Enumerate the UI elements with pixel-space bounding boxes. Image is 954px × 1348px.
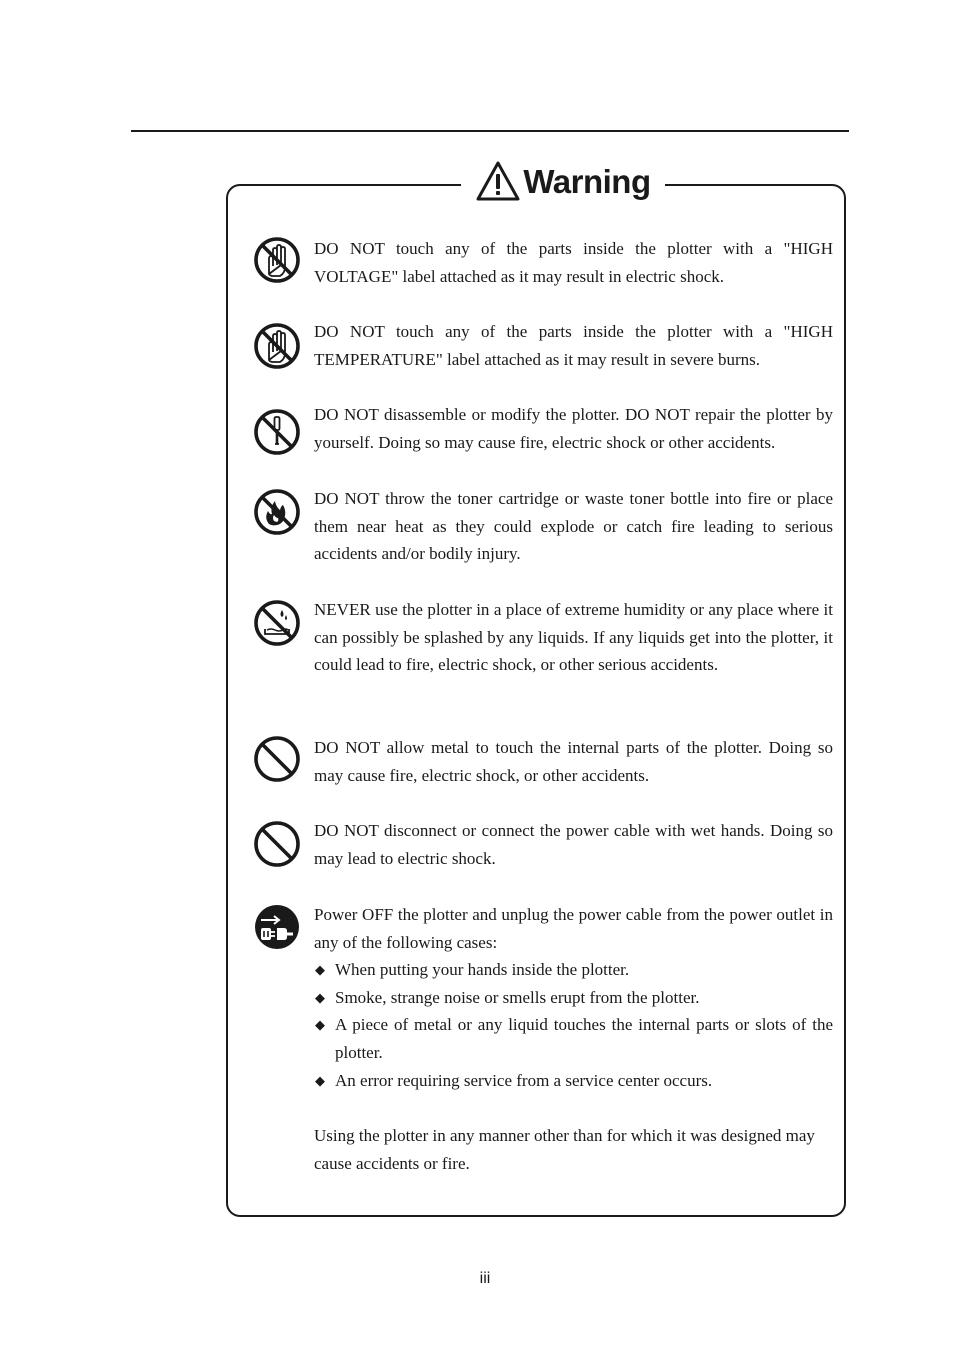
prohibited-icon xyxy=(253,820,301,868)
warning-title: Warning xyxy=(523,162,651,200)
unplug-cases-list xyxy=(314,956,833,1094)
no-fire-icon xyxy=(253,488,301,536)
warning-item-text: DO NOT touch any of the parts inside the plotter with a "HIGH VOLTAGE" label attached as it may result in electric shock. xyxy=(314,239,833,286)
diamond-bullet-icon: ◆ xyxy=(315,1017,325,1033)
unplug-icon xyxy=(253,903,301,951)
list-item: ◆ A piece of metal or any liquid touches the internal parts or slots of the plotter. xyxy=(314,1011,833,1066)
no-touch-hand-icon xyxy=(253,322,301,370)
warning-item-unplug xyxy=(314,901,833,1094)
warning-item-text: DO NOT disconnect or connect the power cable with wet hands. Doing so may lead to electric shock. xyxy=(314,821,833,868)
warning-item-text: NEVER use the plotter in a place of extreme humidity or any place where it can possibly be splashed by any liquids. If any liquids get into the plotter, it could lead to fire, electric shock, or other serious accidents. xyxy=(314,600,833,675)
list-item: ◆ When putting your hands inside the plotter. xyxy=(314,956,833,984)
no-disassembly-icon xyxy=(253,408,301,456)
warning-item-text: DO NOT disassemble or modify the plotter. DO NOT repair the plotter by yourself. Doing so may cause fire, electric shock or other accidents. xyxy=(314,405,833,452)
list-item: ◆ Smoke, strange noise or smells erupt from the plotter. xyxy=(314,984,833,1012)
warning-item-text: DO NOT throw the toner cartridge or waste toner bottle into fire or place them near heat as they could explode or catch fire leading to serious accidents and/or bodily injury. xyxy=(314,489,833,564)
closing-text: Using the plotter in any manner other than for which it was designed may cause accidents or fire. xyxy=(314,1126,815,1173)
no-liquid-icon xyxy=(253,599,301,647)
warning-item-text: Power OFF the plotter and unplug the power cable from the power outlet in any of the following cases: xyxy=(314,905,833,952)
diamond-bullet-icon: ◆ xyxy=(315,1072,325,1088)
list-item: ◆ An error requiring service from a service center occurs. xyxy=(314,1067,833,1095)
no-touch-hand-icon xyxy=(253,236,301,284)
top-rule xyxy=(131,130,849,132)
warning-item-text: DO NOT touch any of the parts inside the plotter with a "HIGH TEMPERATURE" label attached as it may result in severe burns. xyxy=(314,322,833,369)
prohibited-icon xyxy=(253,735,301,783)
page-number: iii xyxy=(479,1270,491,1287)
diamond-bullet-icon: ◆ xyxy=(315,962,325,978)
warning-header xyxy=(461,158,665,204)
warning-item-text: DO NOT allow metal to touch the internal parts of the plotter. Doing so may cause fire, electric shock, or other accidents. xyxy=(314,738,833,785)
diamond-bullet-icon: ◆ xyxy=(315,989,325,1005)
warning-triangle-icon xyxy=(475,160,521,202)
